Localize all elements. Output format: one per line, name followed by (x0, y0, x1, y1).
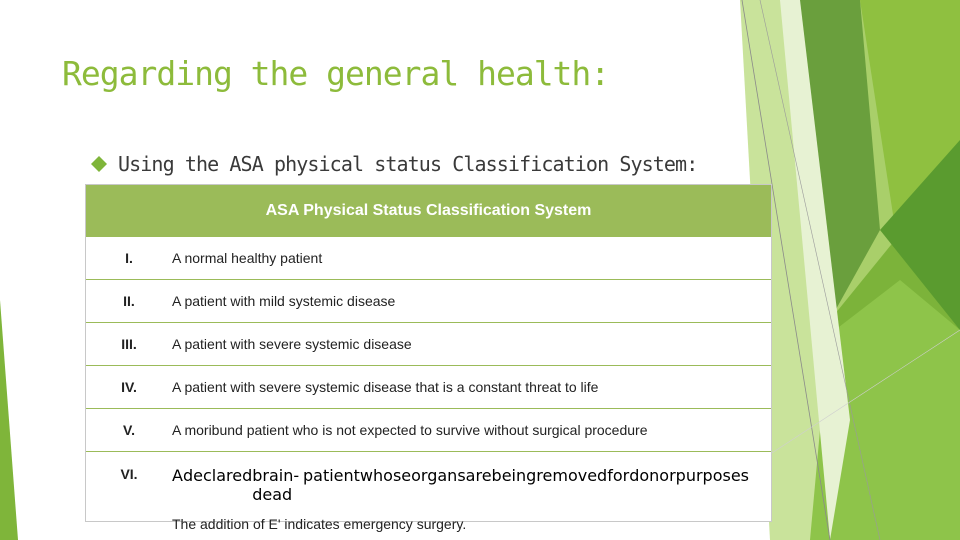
word: being (491, 466, 537, 485)
word: whose (359, 466, 412, 485)
table-row (86, 236, 771, 279)
word: for (607, 466, 630, 485)
row-description (172, 466, 771, 504)
asa-classification-table (85, 184, 772, 532)
row-description: A patient with mild systemic disease (172, 293, 396, 309)
word: brain-dead (252, 466, 300, 504)
word: patient (302, 466, 360, 485)
word: organs (411, 466, 466, 485)
row-number: III. (121, 336, 137, 352)
word: A (172, 466, 183, 485)
table-note: The addition of E' indicates emergency surgery. (172, 516, 467, 532)
row-number: VI. (120, 466, 138, 482)
row-description: A moribund patient who is not expected to survive without surgical procedure (172, 422, 648, 438)
slide-title: Regarding the general health: (62, 54, 610, 93)
word: declared (182, 466, 253, 485)
word: removed (536, 466, 608, 485)
table-row (86, 322, 771, 365)
row-description: A patient with severe systemic disease that is a constant threat to life (172, 379, 599, 395)
table-row (86, 365, 771, 408)
table-header: ASA Physical Status Classification System (86, 185, 771, 236)
row-number: IV. (121, 379, 137, 395)
row-number: II. (123, 293, 135, 309)
table-row (86, 408, 771, 451)
table-row (86, 279, 771, 322)
row-number: V. (123, 422, 135, 438)
word: are (465, 466, 492, 485)
row-description: A normal healthy patient (172, 250, 323, 266)
diamond-bullet-icon (90, 155, 108, 173)
bullet-text: Using the ASA physical status Classification System: (118, 152, 698, 176)
bullet-item (90, 152, 697, 176)
table-row (86, 451, 771, 532)
word: donor (629, 466, 676, 485)
word: purposes (675, 466, 749, 485)
row-description: A patient with severe systemic disease (172, 336, 412, 352)
row-number: I. (125, 250, 133, 266)
